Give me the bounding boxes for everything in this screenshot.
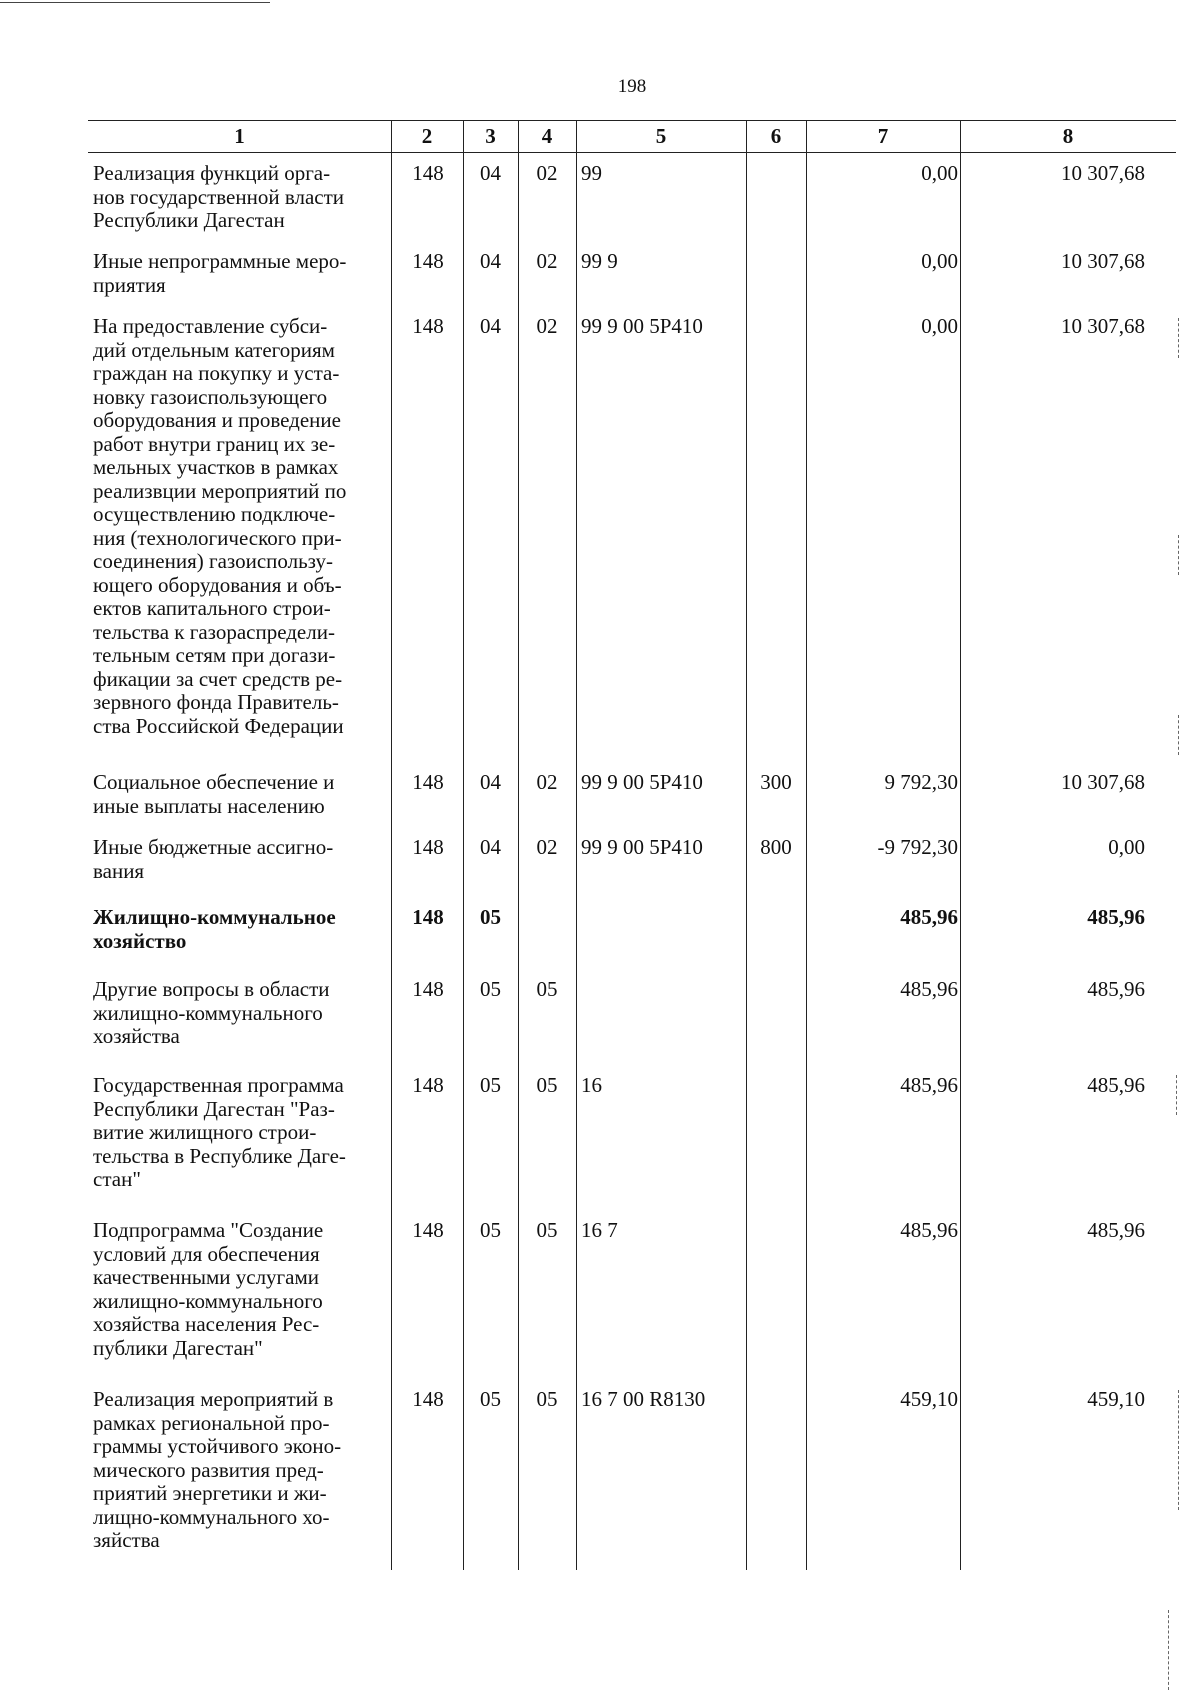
scan-artifact <box>1168 1610 1169 1690</box>
row-description: Жилищно-коммунальное хозяйство <box>93 905 336 953</box>
cell-col4: 02 <box>536 835 558 859</box>
cell-col5: 99 9 00 5Р410 <box>581 314 703 338</box>
cell-col5: 16 7 00 R8130 <box>581 1387 706 1411</box>
cell-col2: 148 <box>412 977 444 1001</box>
cell-col8: 10 307,68 <box>1061 161 1145 185</box>
cell-col4: 02 <box>536 161 558 185</box>
cell-col7: -9 792,30 <box>877 835 958 859</box>
cell-col3: 04 <box>480 161 501 185</box>
cell-col4: 02 <box>536 770 558 794</box>
cell-col2: 148 <box>412 314 444 338</box>
cell-col4: 02 <box>536 314 558 338</box>
cell-col2: 148 <box>412 770 444 794</box>
row-description: Иные бюджетные ассигно- вания <box>93 835 334 883</box>
page-number: 198 <box>617 76 647 97</box>
cell-col4: 05 <box>536 1218 558 1242</box>
cell-col7: 485,96 <box>900 905 958 929</box>
column-header: 1 <box>234 124 245 148</box>
cell-col5: 99 9 <box>581 249 618 273</box>
cell-col8: 485,96 <box>1087 1218 1145 1242</box>
cell-col3: 05 <box>480 1073 501 1097</box>
cell-col3: 05 <box>480 977 501 1001</box>
row-description: На предоставление субси- дий отдельным категориям граждан на покупку и уста- новку газоиспользующего оборудования и проведение работ внутри границ их зе- мельных участков в рамках реализвции мероприятий по осуществлению подключе- ния (технологического при- соединения) газоиспользу- ющего оборудования и объ- ектов капитального строи- тельства к газораспредели- тельным сетям при догази- фикации за счет средств ре- зервного фонда Правитель- ства Российской Федерации <box>93 314 347 738</box>
table-header-border <box>88 152 1176 153</box>
cell-col3: 04 <box>480 770 501 794</box>
cell-col7: 485,96 <box>900 977 958 1001</box>
scan-edge-line <box>0 2 270 3</box>
cell-col3: 04 <box>480 314 501 338</box>
cell-col7: 0,00 <box>921 161 958 185</box>
cell-col2: 148 <box>412 905 444 929</box>
cell-col3: 05 <box>480 1218 501 1242</box>
cell-col5: 16 7 <box>581 1218 618 1242</box>
cell-col4: 02 <box>536 249 558 273</box>
cell-col3: 04 <box>480 249 501 273</box>
scan-artifact <box>1178 318 1179 358</box>
cell-col5: 99 9 00 5Р410 <box>581 835 703 859</box>
cell-col8: 485,96 <box>1087 977 1145 1001</box>
row-description: Реализация мероприятий в рамках региональной про- граммы устойчивого эконо- мического развития пред- приятий энергетики и жи- лищно-коммунального хо- зяйства <box>93 1387 342 1552</box>
cell-col2: 148 <box>412 1073 444 1097</box>
cell-col5: 99 9 00 5Р410 <box>581 770 703 794</box>
cell-col4: 05 <box>536 1073 558 1097</box>
column-header: 7 <box>877 124 889 148</box>
cell-col8: 0,00 <box>1108 835 1145 859</box>
cell-col5: 16 <box>581 1073 602 1097</box>
table-top-border <box>88 120 1176 121</box>
cell-col2: 148 <box>412 1218 444 1242</box>
cell-col6: 800 <box>760 835 792 859</box>
scan-artifact <box>1178 715 1179 755</box>
cell-col8: 459,10 <box>1087 1387 1145 1411</box>
cell-col2: 148 <box>412 249 444 273</box>
cell-col7: 0,00 <box>921 314 958 338</box>
cell-col7: 9 792,30 <box>884 770 958 794</box>
cell-col3: 05 <box>480 1387 501 1411</box>
cell-col4: 05 <box>536 1387 558 1411</box>
cell-col2: 148 <box>412 161 444 185</box>
cell-col8: 10 307,68 <box>1061 314 1145 338</box>
column-header: 4 <box>541 124 553 148</box>
row-description: Социальное обеспечение и иные выплаты населению <box>93 770 335 818</box>
column-header: 2 <box>421 124 433 148</box>
row-description: Другие вопросы в области жилищно-коммунального хозяйства <box>93 977 330 1048</box>
cell-col7: 0,00 <box>921 249 958 273</box>
row-description: Подпрограмма "Создание условий для обеспечения качественными услугами жилищно-коммунального хозяйства населения Рес- публики Дагестан" <box>93 1218 324 1360</box>
cell-col2: 148 <box>412 835 444 859</box>
scan-artifact <box>1178 535 1179 575</box>
row-description: Государственная программа Республики Дагестан "Раз- витие жилищного строи- тельства в Республике Даге- стан" <box>93 1073 346 1191</box>
row-description: Иные непрограммные меро- приятия <box>93 249 347 297</box>
cell-col8: 485,96 <box>1087 905 1145 929</box>
cell-col5: 99 <box>581 161 602 185</box>
column-header: 5 <box>655 124 667 148</box>
column-header: 6 <box>770 124 782 148</box>
cell-col7: 485,96 <box>900 1218 958 1242</box>
cell-col6: 300 <box>760 770 792 794</box>
cell-col8: 10 307,68 <box>1061 249 1145 273</box>
cell-col8: 10 307,68 <box>1061 770 1145 794</box>
cell-col8: 485,96 <box>1087 1073 1145 1097</box>
cell-col3: 04 <box>480 835 501 859</box>
cell-col7: 485,96 <box>900 1073 958 1097</box>
cell-col3: 05 <box>480 905 501 929</box>
cell-col4: 05 <box>536 977 558 1001</box>
cell-col2: 148 <box>412 1387 444 1411</box>
row-description: Реализация функций орга- нов государственной власти Республики Дагестан <box>93 161 344 232</box>
column-divider <box>576 120 577 1570</box>
column-header: 3 <box>485 124 496 148</box>
cell-col7: 459,10 <box>900 1387 958 1411</box>
scan-artifact <box>1176 1075 1177 1115</box>
scan-artifact <box>1178 1390 1179 1510</box>
column-header: 8 <box>1062 124 1074 148</box>
